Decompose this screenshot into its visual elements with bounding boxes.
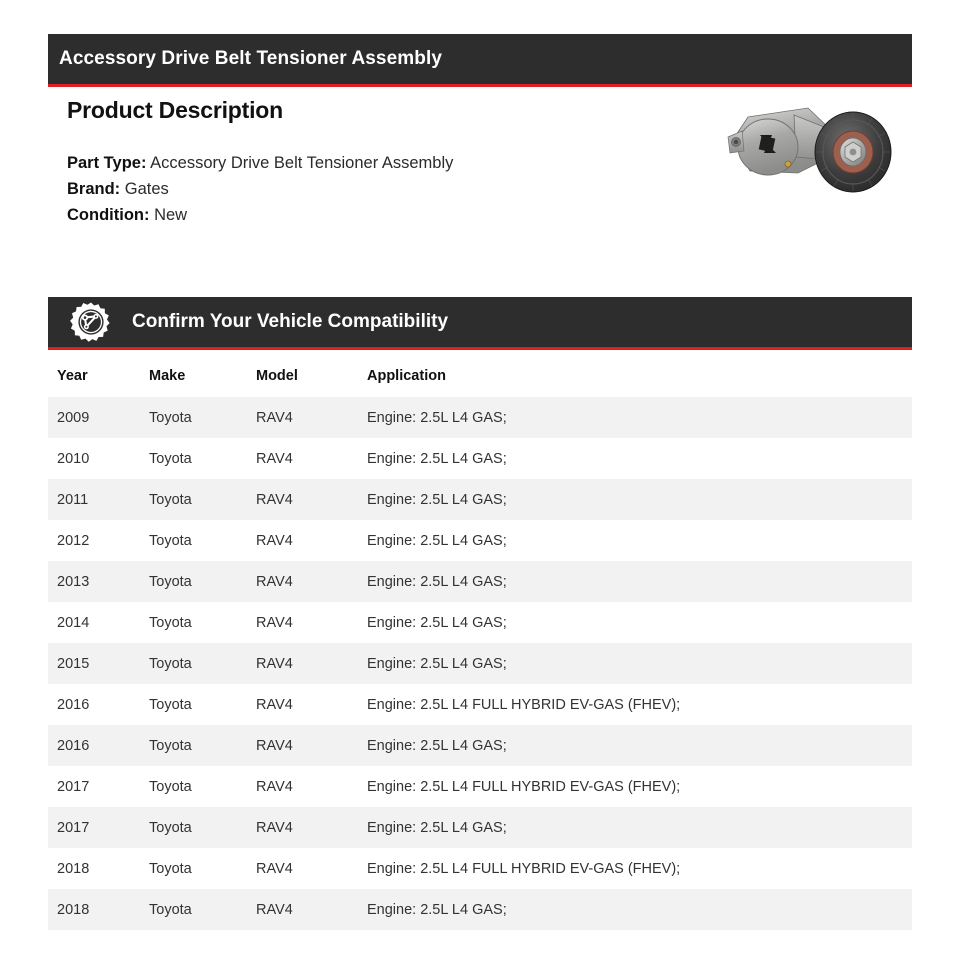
cell-model: RAV4 bbox=[256, 643, 367, 684]
vehicle-fitment-table bbox=[48, 355, 912, 930]
cell-year: 2016 bbox=[48, 725, 149, 766]
cell-application: Engine: 2.5L L4 FULL HYBRID EV-GAS (FHEV); bbox=[367, 684, 912, 725]
cell-application: Engine: 2.5L L4 GAS; bbox=[367, 725, 912, 766]
cell-year: 2018 bbox=[48, 848, 149, 889]
table-row bbox=[48, 766, 912, 807]
table-row bbox=[48, 725, 912, 766]
table-row bbox=[48, 643, 912, 684]
cell-application: Engine: 2.5L L4 GAS; bbox=[367, 479, 912, 520]
table-row bbox=[48, 438, 912, 479]
cell-model: RAV4 bbox=[256, 848, 367, 889]
cell-make: Toyota bbox=[149, 684, 256, 725]
spec-label: Condition: bbox=[67, 206, 150, 224]
cell-model: RAV4 bbox=[256, 725, 367, 766]
cell-model: RAV4 bbox=[256, 766, 367, 807]
cell-year: 2018 bbox=[48, 889, 149, 930]
spec-label: Part Type: bbox=[67, 154, 147, 172]
cell-model: RAV4 bbox=[256, 561, 367, 602]
cell-year: 2009 bbox=[48, 397, 149, 438]
table-body bbox=[48, 397, 912, 930]
cell-year: 2014 bbox=[48, 602, 149, 643]
cell-application: Engine: 2.5L L4 FULL HYBRID EV-GAS (FHEV); bbox=[367, 848, 912, 889]
column-header-year: Year bbox=[48, 355, 149, 397]
column-header-make: Make bbox=[149, 355, 256, 397]
table-header bbox=[48, 355, 912, 397]
cell-make: Toyota bbox=[149, 725, 256, 766]
spec-row-brand bbox=[67, 176, 467, 202]
cell-make: Toyota bbox=[149, 766, 256, 807]
cell-year: 2015 bbox=[48, 643, 149, 684]
cell-year: 2013 bbox=[48, 561, 149, 602]
column-header-model: Model bbox=[256, 355, 367, 397]
cell-make: Toyota bbox=[149, 848, 256, 889]
product-spec-list bbox=[67, 150, 467, 228]
table-row bbox=[48, 848, 912, 889]
cell-make: Toyota bbox=[149, 520, 256, 561]
cell-model: RAV4 bbox=[256, 479, 367, 520]
cell-year: 2017 bbox=[48, 807, 149, 848]
cell-make: Toyota bbox=[149, 602, 256, 643]
cell-year: 2012 bbox=[48, 520, 149, 561]
spec-row-condition bbox=[67, 202, 467, 228]
table-row bbox=[48, 479, 912, 520]
cell-year: 2010 bbox=[48, 438, 149, 479]
cell-make: Toyota bbox=[149, 889, 256, 930]
table-row bbox=[48, 684, 912, 725]
product-description-heading: Product Description bbox=[67, 97, 284, 123]
vehicle-compatibility-banner bbox=[48, 297, 912, 350]
cell-application: Engine: 2.5L L4 GAS; bbox=[367, 397, 912, 438]
vehicle-compatibility-title: Confirm Your Vehicle Compatibility bbox=[132, 311, 449, 332]
cell-application: Engine: 2.5L L4 GAS; bbox=[367, 602, 912, 643]
product-title-banner bbox=[48, 34, 912, 87]
cell-model: RAV4 bbox=[256, 684, 367, 725]
spec-value: Accessory Drive Belt Tensioner Assembly bbox=[150, 154, 454, 172]
cell-year: 2011 bbox=[48, 479, 149, 520]
gear-belt-pulley-icon bbox=[68, 300, 114, 344]
spec-row-part-type bbox=[67, 150, 467, 176]
cell-model: RAV4 bbox=[256, 807, 367, 848]
spec-value: New bbox=[154, 206, 188, 224]
cell-application: Engine: 2.5L L4 GAS; bbox=[367, 520, 912, 561]
cell-application: Engine: 2.5L L4 GAS; bbox=[367, 643, 912, 684]
cell-model: RAV4 bbox=[256, 520, 367, 561]
cell-make: Toyota bbox=[149, 438, 256, 479]
table-header-row bbox=[48, 355, 912, 397]
table-row bbox=[48, 807, 912, 848]
table-row bbox=[48, 889, 912, 930]
cell-make: Toyota bbox=[149, 479, 256, 520]
cell-model: RAV4 bbox=[256, 602, 367, 643]
cell-model: RAV4 bbox=[256, 889, 367, 930]
table-row bbox=[48, 561, 912, 602]
table-row bbox=[48, 520, 912, 561]
cell-model: RAV4 bbox=[256, 438, 367, 479]
product-image bbox=[712, 95, 912, 200]
cell-application: Engine: 2.5L L4 GAS; bbox=[367, 807, 912, 848]
spec-label: Brand: bbox=[67, 180, 121, 198]
cell-make: Toyota bbox=[149, 643, 256, 684]
cell-make: Toyota bbox=[149, 561, 256, 602]
cell-application: Engine: 2.5L L4 GAS; bbox=[367, 561, 912, 602]
cell-make: Toyota bbox=[149, 397, 256, 438]
table-row bbox=[48, 602, 912, 643]
cell-year: 2016 bbox=[48, 684, 149, 725]
page-title: Accessory Drive Belt Tensioner Assembly bbox=[59, 48, 443, 69]
cell-make: Toyota bbox=[149, 807, 256, 848]
cell-application: Engine: 2.5L L4 FULL HYBRID EV-GAS (FHEV); bbox=[367, 766, 912, 807]
cell-year: 2017 bbox=[48, 766, 149, 807]
cell-application: Engine: 2.5L L4 GAS; bbox=[367, 438, 912, 479]
cell-model: RAV4 bbox=[256, 397, 367, 438]
cell-application: Engine: 2.5L L4 GAS; bbox=[367, 889, 912, 930]
table-row bbox=[48, 397, 912, 438]
column-header-application: Application bbox=[367, 355, 912, 397]
spec-value: Gates bbox=[124, 180, 169, 198]
